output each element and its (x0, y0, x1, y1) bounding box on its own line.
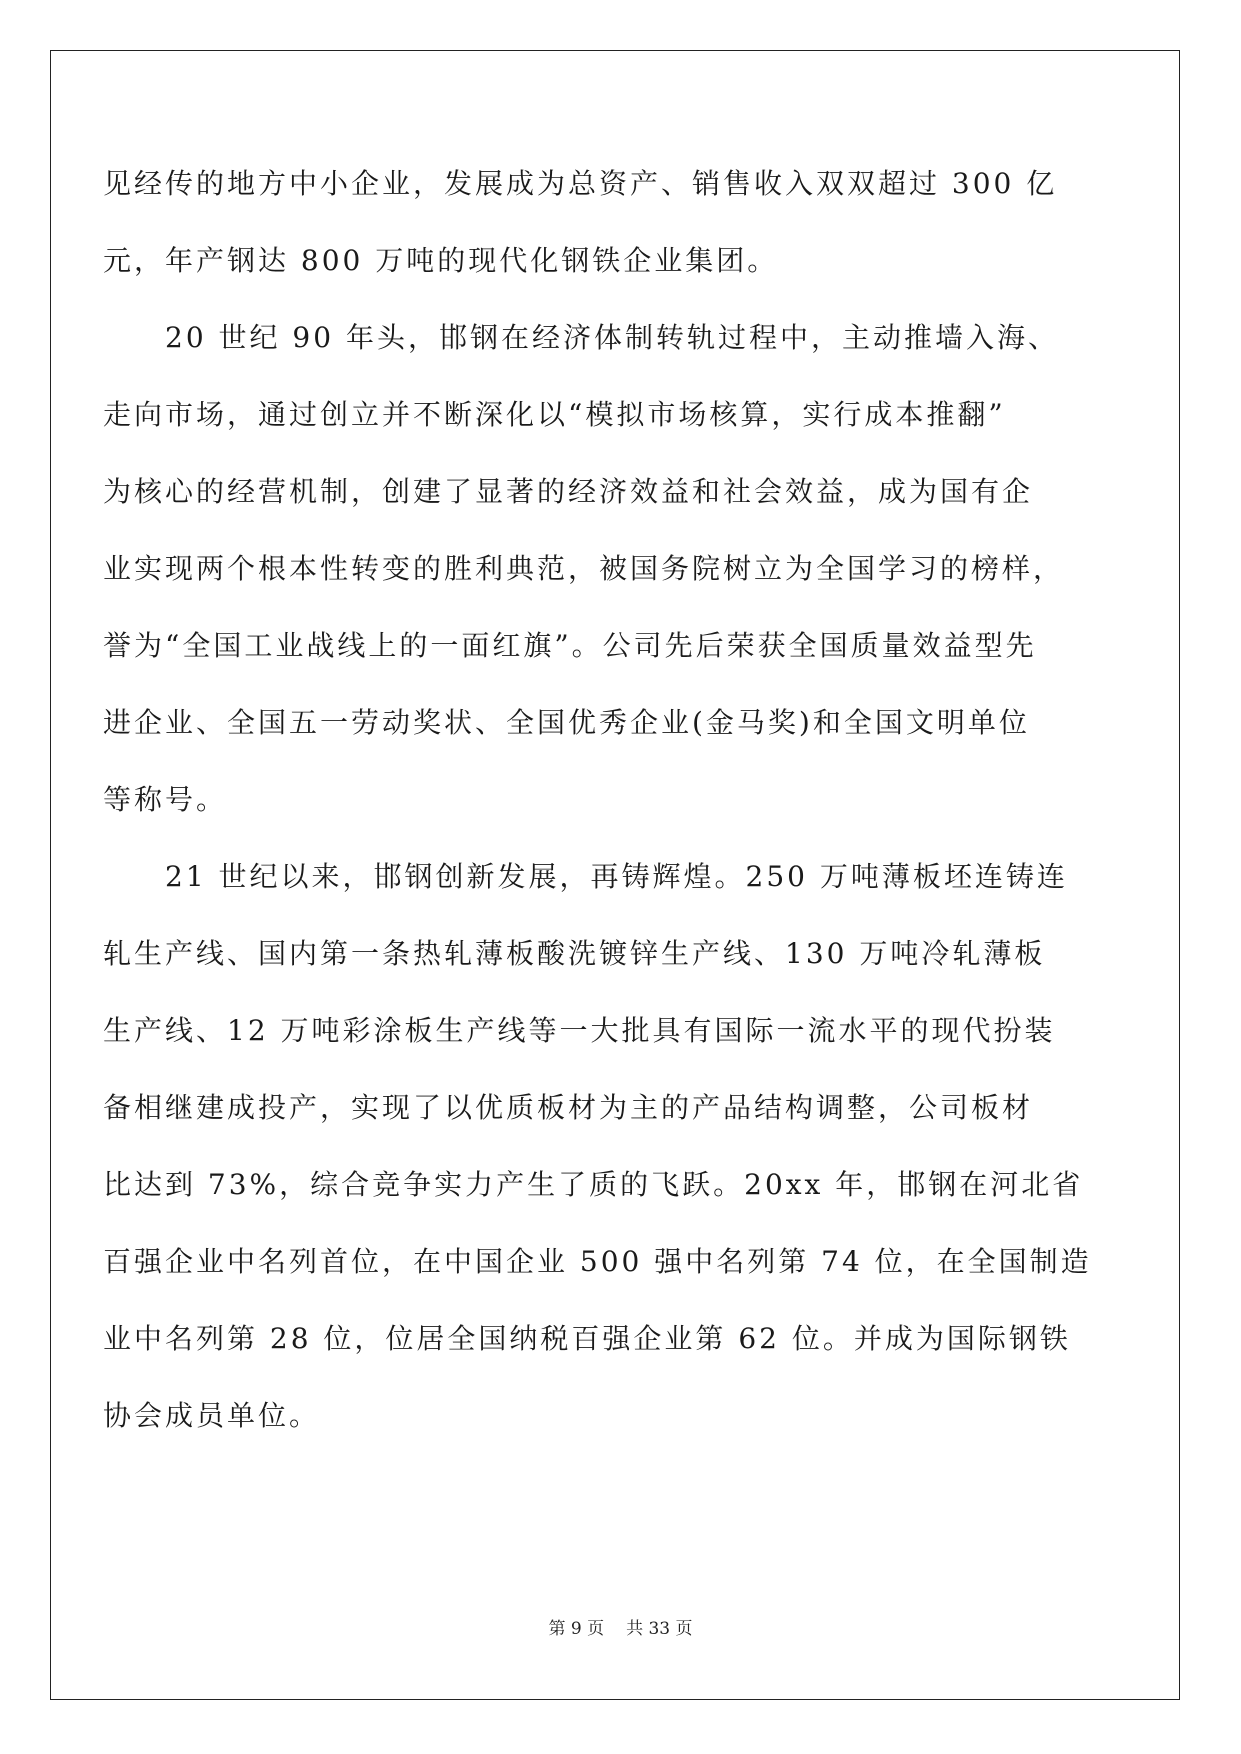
text-line: 百强企业中名列首位，在中国企业 500 强中名列第 74 位，在全国制造 (103, 1245, 1092, 1278)
text-line: 备相继建成投产，实现了以优质板材为主的产品结构调整，公司板材 (103, 1091, 1034, 1124)
page-number: 第 9 页 (548, 1619, 605, 1639)
text-line: 走向市场，通过创立并不断深化以“模拟市场核算，实行成本推翻” (103, 398, 1006, 431)
text-line: 元，年产钢达 800 万吨的现代化钢铁企业集团。 (103, 244, 779, 277)
text-line: 进企业、全国五一劳动奖状、全国优秀企业(金马奖)和全国文明单位 (103, 706, 1030, 739)
text-line: 等称号。 (103, 783, 228, 816)
page-footer (0, 1614, 1241, 1639)
text-line: 比达到 73%，综合竞争实力产生了质的飞跃。20xx 年，邯钢在河北省 (103, 1168, 1084, 1201)
paragraph-2 (103, 299, 1113, 838)
text-line: 轧生产线、国内第一条热轧薄板酸洗镀锌生产线、130 万吨冷轧薄板 (103, 937, 1046, 970)
text-line: 为核心的经营机制，创建了显著的经济效益和社会效益，成为国有企 (103, 475, 1034, 508)
paragraph-3 (103, 838, 1113, 1454)
text-line: 业实现两个根本性转变的胜利典范，被国务院树立为全国学习的榜样， (103, 552, 1065, 585)
paragraph-1 (103, 145, 1113, 299)
text-line: 21 世纪以来，邯钢创新发展，再铸辉煌。250 万吨薄板坯连铸连 (165, 860, 1068, 893)
text-line: 业中名列第 28 位，位居全国纳税百强企业第 62 位。并成为国际钢铁 (103, 1322, 1071, 1355)
text-line: 20 世纪 90 年头，邯钢在经济体制转轨过程中，主动推墙入海、 (165, 321, 1059, 354)
document-body (103, 145, 1113, 1454)
page-total: 共 33 页 (626, 1619, 693, 1639)
text-line: 协会成员单位。 (103, 1399, 321, 1432)
text-line: 见经传的地方中小企业，发展成为总资产、销售收入双双超过 300 亿 (103, 167, 1058, 200)
text-line: 生产线、12 万吨彩涂板生产线等一大批具有国际一流水平的现代扮装 (103, 1014, 1056, 1047)
text-line: 誉为“全国工业战线上的一面红旗”。公司先后荣获全国质量效益型先 (103, 629, 1037, 662)
